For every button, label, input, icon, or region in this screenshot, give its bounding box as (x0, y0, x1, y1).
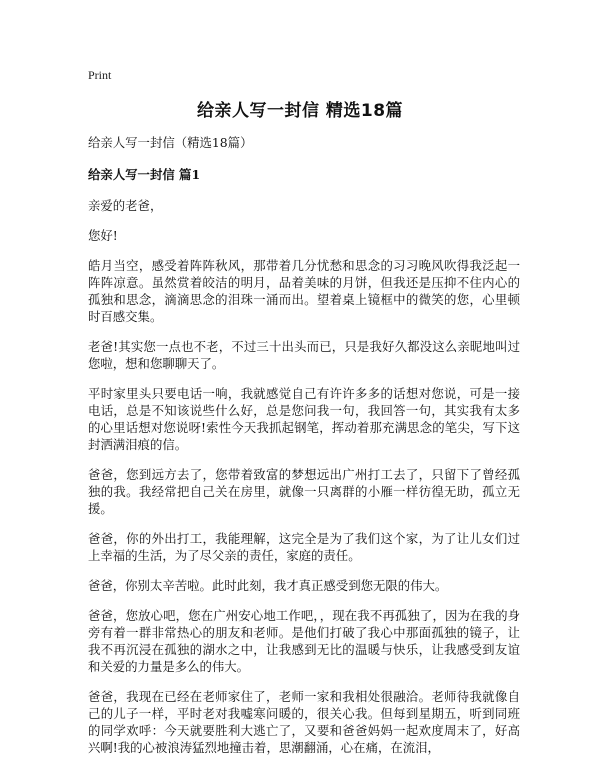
document-subtitle: 给亲人写一封信（精选18篇） (88, 135, 253, 150)
paragraph: 爸爸，我现在已经在老师家住了，老师一家和我相处很融洽。老师待我就像自己的儿子一样，平时老对我嘘寒问暖的，很关心我。但每到星期五，听到同班的同学欢呼：今天就要胜利大逃亡了，又要和爸爸妈妈一起欢度周末了，好高兴啊!我的心被浪涛猛烈地撞击着，思潮翻涌，心在痛，在流泪， (88, 689, 520, 755)
document-body (88, 133, 520, 769)
paragraph: 爸爸，您到远方去了，您带着致富的梦想远出广州打工去了，只留下了曾经孤独的我。我经常把自己关在房里，就像一只离群的小雁一样彷徨无助，孤立无援。 (88, 467, 520, 516)
paragraph: 爸爸，你别太辛苦啦。此时此刻，我才真正感受到您无限的伟大。 (88, 578, 448, 593)
page-title: 给亲人写一封信 精选18篇 (196, 101, 404, 121)
paragraph: 爸爸，您放心吧，您在广州安心地工作吧，，现在我不再孤独了，因为在我的身旁有着一群非常热心的朋友和老师。是他们打破了我心中那面孤独的镜子，让我不再沉浸在孤独的湖水之中，让我感到无比的温暖与快乐，让我感受到友谊和关爱的力量是多么的伟大。 (88, 608, 520, 674)
paragraph: 皓月当空，感受着阵阵秋风，那带着几分忧愁和思念的习习晚风吹得我泛起一阵阵凉意。虽然赏着皎洁的明月，品着美味的月饼，但我还是压抑不住内心的孤独和思念，滴滴思念的泪珠一涌而出。望着桌上镜框中的微笑的您，心里顿时百感交集。 (88, 258, 520, 324)
paragraph: 爸爸，你的外出打工，我能理解，这完全是为了我们这个家，为了让儿女们过上幸福的生活，为了尽父亲的责任，家庭的责任。 (88, 531, 520, 563)
print-label: Print (88, 68, 112, 82)
paragraph: 平时家里头只要电话一响，我就感觉自己有许许多多的话想对您说，可是一接电话，总是不知该说些什么好，总是您问我一句，我回答一句，其实我有太多的心里话想对您说呀!索性今天我抓起钢笔，挥动着那充满思念的笔尖，写下这封洒满泪痕的信。 (88, 386, 520, 452)
section-heading: 给亲人写一封信 篇1 (88, 167, 201, 182)
paragraph: 老爸!其实您一点也不老，不过三十出头而已，只是我好久都没这么亲昵地叫过您啦，想和您聊聊天了。 (88, 339, 520, 371)
paragraph-greeting: 您好! (88, 228, 118, 243)
paragraph-salutation: 亲爱的老爸， (88, 198, 163, 213)
